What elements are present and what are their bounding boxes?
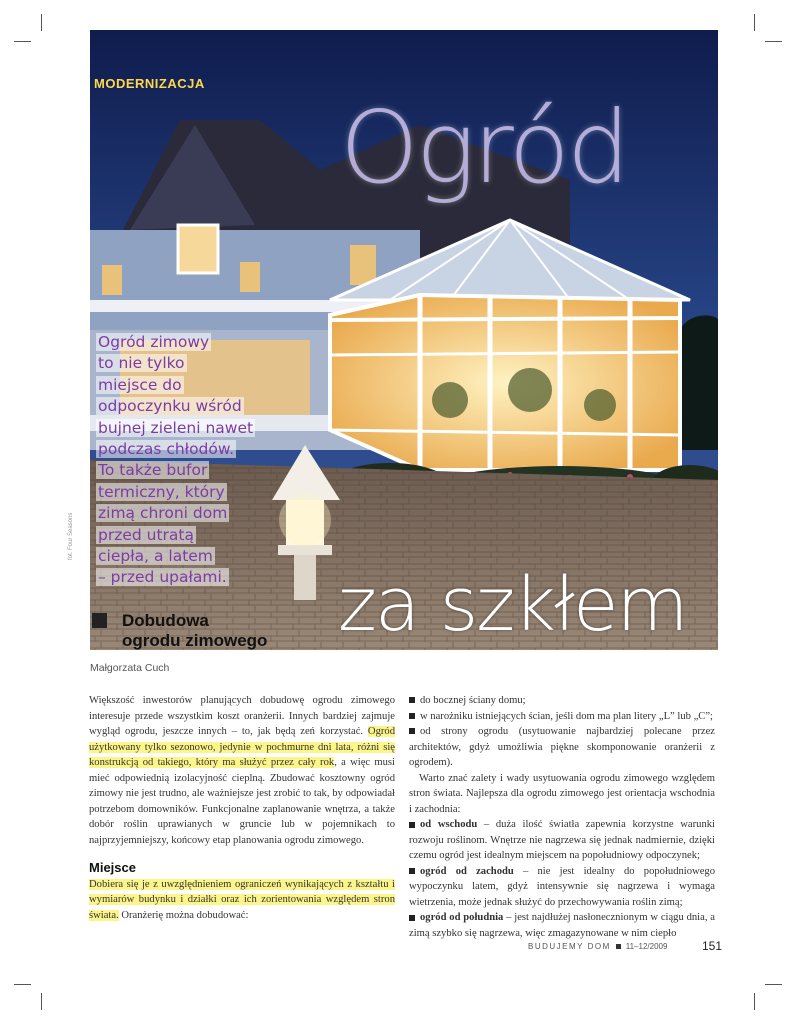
lead-line: zimą chroni dom [98, 504, 228, 523]
issue-number: 11–12/2009 [625, 942, 668, 951]
lead-line: ciepła, a latem [98, 547, 213, 566]
lead-line: podczas chłodów. [98, 440, 235, 459]
page-number: 151 [702, 939, 723, 953]
photo-credit: fot. Four Seasons [68, 512, 74, 560]
square-bullet-icon [409, 822, 415, 828]
left-column [89, 693, 395, 923]
term-description: – duża ilość światła zapewnia korzystne warunki rozwoju roślinom. Wnętrze nie nagrzewa się jednak nadmiernie, dzięki czemu ogród jest idealnym miejscem na popołudniowy odpoczynek; [409, 819, 715, 861]
lead-line: To także bufor [98, 461, 208, 480]
lead-line: miejsce do [98, 375, 182, 394]
orientation-paragraph: Warto znać zalety i wady usytuowania ogrodu zimowego względem stron świata. Najlepsza dla ogrodu zimowego jest orientacja wschodnia i zachodnia: [409, 772, 715, 815]
crop-mark [765, 41, 782, 42]
list-item [409, 864, 715, 911]
term-west: ogród od zachodu [420, 865, 514, 877]
lead-paragraph [96, 332, 286, 589]
crop-mark [754, 14, 755, 31]
lead-line: bujnej zieleni nawet [98, 418, 254, 437]
subheading-line1: Dobudowa [122, 611, 209, 630]
section-heading-miejsce: Miejsce [89, 860, 136, 875]
intro-paragraph [89, 693, 395, 848]
separator-square-icon [616, 944, 621, 949]
crop-mark [754, 993, 755, 1010]
square-bullet-icon [409, 697, 415, 703]
subheading-line2: ogrodu zimowego [122, 631, 268, 650]
lead-line: Ogród zimowy [98, 333, 210, 351]
crop-mark [14, 41, 31, 42]
intro-text: , a więc musi mieć odpowiednią izolacyjność cieplną. Zbudować kosztowny ogród zimowy nie jest trudno, ale ważniejsze jest zrobić to tak, by odpowiadał potrzebom domowników. Funkcjonalne zaplanowanie wnętrza, a także dobór roślin uprawianych w gruncie lub w pojemnikach to najprzyjemniejszy, końcowy etap planowania ogrodu zimowego. [89, 757, 395, 846]
crop-mark [765, 984, 782, 985]
lead-line: to nie tylko [98, 354, 185, 373]
term-south: ogród od południa [420, 912, 504, 923]
square-bullet-icon [409, 915, 415, 921]
right-column [409, 693, 715, 941]
square-bullet-icon [409, 868, 415, 874]
highlighted-text: Ogród użytkowany tylko sezonowo, jedynie w pochmurne dni lata, różni się konstrukcją od takiego, który ma służyć przez cały rok [89, 726, 395, 768]
lead-line: termiczny, który [98, 482, 225, 501]
lead-line: przed utratą [98, 525, 194, 544]
lead-line: – przed upałami. [98, 568, 227, 587]
place-text: Oranżerię można dobudować: [118, 909, 249, 921]
list-item-text: od strony ogrodu (usytuowanie najbardziej polecane przez architektów, gdyż umożliwia piękne skomponowanie oranżerii z ogrodem). [409, 726, 715, 768]
article-title-line2: za szkłem [338, 562, 687, 648]
author-byline: Małgorzata Cuch [90, 662, 170, 674]
article-title-line1: Ogród [340, 89, 628, 206]
term-description: – jest najdłużej nasłonecznionym w ciągu dnia, a zimą szybko się nagrzewa, więc zmagazynowane w nim ciepło [409, 912, 715, 939]
list-item [409, 709, 715, 725]
crop-mark [14, 984, 31, 985]
term-description: – nie jest idealny do popołudniowego wypoczynku latem, gdyż intensywnie się nagrzewa i wymaga wietrzenia, może jednak służyć do przechowywania roślin zimą; [409, 865, 715, 908]
square-bullet-icon [409, 713, 415, 719]
square-bullet-icon [92, 613, 107, 628]
term-east: od wschodu [420, 819, 478, 830]
section-label: MODERNIZACJA [94, 76, 205, 91]
list-item [409, 724, 715, 771]
list-item [409, 817, 715, 864]
intro-text: Większość inwestorów planujących dobudowę ogrodu zimowego interesuje przede wszystkim koszt oranżerii. Innych bardziej zajmuje wygląd ogrodu, jeszcze innych – to, jak będą zeń korzystać. [89, 695, 395, 737]
list-item-text: w narożniku istniejących ścian, jeśli dom ma plan litery „L” lub „C”; [420, 710, 714, 722]
square-bullet-icon [409, 728, 415, 734]
crop-mark [41, 14, 42, 31]
list-item [409, 910, 715, 941]
highlighted-text: Dobiera się je z uwzględnieniem ograniczeń wynikających z kształtu i wymiarów budynku i działki oraz ich zorientowania względem stron świata. [89, 878, 395, 921]
list-item [409, 693, 715, 709]
page-footer [528, 939, 723, 953]
list-item-text: do bocznej ściany domu; [420, 695, 526, 706]
magazine-name: BUDUJEMY DOM [528, 942, 611, 951]
lead-line: odpoczynku wśród [98, 397, 242, 416]
place-paragraph [89, 877, 395, 924]
crop-mark [41, 993, 42, 1010]
